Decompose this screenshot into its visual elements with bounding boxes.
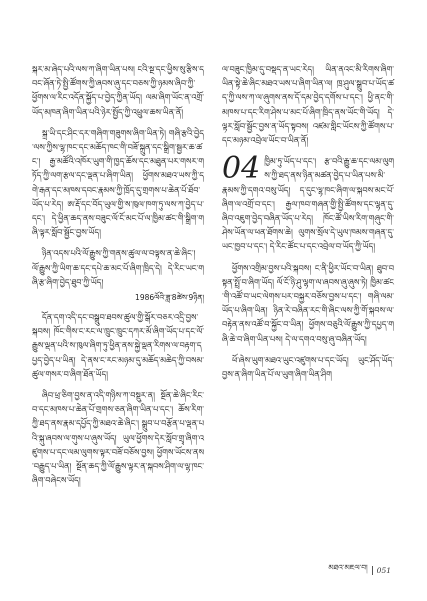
numbered-section (222, 151, 394, 253)
paragraph: སྐྲ་ཡི་དང་ཤིང་དར་གཞིག་གཟུགས་ཞིག་ཡིན་ཏེ། གཞི་རྩའི་བྱེད་ལས་ཀྱིས་ལྷ་ཁང་དང་མཆོད་ཁང་གི་བཟོ་སྐྲུན་དང་སྒྲིག་སྦྱར་ཆ་ཚང་། རྒྱ་མཚོའི་འཁོར་ཡུག་གི་ཁྱད་ཆོས་དང་མཐུན་པར་གསར་གཏོད་ཀྱི་ལག་རྩལ་དང་ལྡན་པ་ཞིག་ཡིན། ཕྱོགས་མཐའ་ཡས་ཀྱི་དགེ་རྒན་དང་མཁས་དབང་རྣམས་ཀྱི་ཁྲོད་དུ་གྲགས་པ་ཆེན་པོ་ཐོབ་ཡོད་པ་རེད། ཨ་རྡོ་དང་བོད་ཡུལ་གྱི་ས་ཁུལ་ཁག་ཏུ་ལས་ཀ་བྱེད་པ་དང་། དེ་ཕྱིན་ཆད་ནས་བཟུང་ལོ་ངོ་མང་པོ་ལ་ཁྱིམ་ཚང་གི་སྒྲིག་གཞི་ལྟར་སློབ་སྦྱོང་བྱས་ཡོད། (32, 127, 204, 238)
divider (372, 566, 373, 575)
right-column (222, 62, 394, 388)
section-label: མཐའ་མཇལ་བ། (328, 563, 368, 572)
page-number: 051 (376, 566, 391, 575)
section-number: 04 (222, 151, 261, 187)
paragraph: ཕོ་ཞེས་ཡུག་མཐའ་ཡུང་འཛུགས་པ་དང་ཡོད། ཡུང་ཤོད་ཡོད་བྱས་ན་ཞིག་ཡིན་པོ་ལ་ཡུག་ཞིག་ཡིན་ཤིག (222, 354, 394, 380)
paragraph: ཉིན་འདས་པའི་ལོ་རྒྱུས་ཀྱི་གནས་ཚུལ་ལ་བལྟས་ན་ཆེ་ཞིང་། ལོ་རྒྱུས་ཀྱི་ཡིག་ཆ་དང་དཔེ་ཆ་མང་པོ་ཞིག་ཁྲིད་དེ། དེ་རིང་ཡང་གཞི་རྩ་ཞིག་བྱེད་ཐུབ་ཀྱི་ཡོད། (32, 248, 204, 287)
page-footer (328, 560, 391, 581)
paragraph: དོན་དག་འདི་དང་བསྒྲུབ་ཐབས་ཚུལ་གྱི་སྒོར་བཅར་འདྲི་བྱས་སྐབས། ཁོང་གིས་ང་རང་ལ་ཁྲུང་ཁྲུང་དཀར་མོ་ཞིག་ཡོད་པ་དང་ལོ་རྒྱུས་ལྡན་པའི་ས་ཁུལ་ཞིག་ཏུ་ཕྱིན་ནས་སྐྱེ་ལྡན་རིགས་ལ་བརྟག་དཔྱད་བྱེད་པ་ཡིན། དེ་ནས་ང་རང་མཉམ་དུ་མཆོད་མཆེད་ཀྱི་བསམ་ཚུལ་གསར་བ་ཞིག་ཐོན་ཡོད། (32, 312, 204, 379)
paragraph: ལ་བཟུང་ཁྱིམ་དུ་བསྡད་ན་ཡང་རེད། ཡིན་ནའང་མི་རིགས་ཞིག་ཡིན་སྟེ་ཆེ་ཞིང་མཐའ་ཡས་པ་ཞིག་ཡིན་ལ། ཁྲ་ཤུལ་སྒྲུབ་པ་ཡོད་ཚད་ཀྱི་ལས་ཀ་ལ་ཞུགས་ནས་དོ་དམ་བྱེད་དགོས་པ་དང་། ཕྱི་ནང་གི་མཁས་པ་དང་རིག་ཤེས་པ་མང་པོ་ཞིག་ཁྲིད་ནས་ཡོང་གི་ཡོད། དེ་ལྟར་སློབ་སྦྱོང་བྱས་ན་ཡོད་སྟབས། འཛམ་གླིང་ཡོངས་ཀྱི་ཚོགས་པ་དང་མཉམ་འབྲེལ་ཡོང་བ་ཡིན་ནོ། (222, 64, 394, 146)
paragraph: སྐར་མ་ཞེད་པའི་ལས་ཀ་ཞིག་ཡིན་པས། ངའི་སྔ་དང་ཕྱིས་སུ་རྩིས་དབང་ཞོན་ཏེ་སྤྱི་ཚོགས་ཀྱི་ཞབས་ཞུ་དང་བཅས་ཀྱི་ཉམས་ཞིབ་ཀྱི་ཕྱོགས་ལ་རིང་འདོན་སྐྱོད་པ་བྱེད་ཀྱིན་ཡོད། ལམ་ཞིག་ཡོང་ན་འགྲོ་ཡོད་མཁན་ཞིག་ཡིན་པའི་ཉེར་སྤྱོད་ཀྱི་འཕྲུལ་ཆས་ཡིན་ནོ། (32, 64, 204, 117)
left-column (32, 62, 204, 494)
date-line: 1986ལོའི་ཟླ་8ཚེས་9ཉིན། (135, 293, 204, 303)
paragraph: ཁྱིམ་ཏུ་ཡོད་པ་དང་། རྩ་བའི་རྒྱུ་ཆ་དང་ལམ་ལུགས་ཀྱི་ཐད་ནས་ཉིན་མཚན་བྱེད་པ་ཡིན་པས་མི་རྣམས་ཀྱི་དགའ་བསུ་ཡོད། ད་དུང་ལྷ་ཁང་ཞིག་ལ་སྐབས་མང་པོ་ཞིག་ལ་འགྲོ་བ་དང་། རྒྱལ་ཁབ་གཞན་གྱི་སྤྱི་ཚོགས་དང་ལྷན་དུ་ཞིབ་འཇུག་བྱེད་བཞིན་ཡོད་པ་རེད། ཁོང་ཚོ་ཡིས་རིག་གཞུང་གི་ཤེས་ཡོན་ལ་ཕན་ཐོགས་ཆེ། ལུགས་སྲོལ་དེ་ཡུལ་ཁམས་གཞན་དུ་ཡང་ཁྱབ་པ་དང་། དེ་རིང་ཚོང་པ་དང་འབྲེལ་བ་ཡོད་ཀྱི་ཡོད། (222, 156, 394, 252)
paragraph: ཕྱོགས་འགྲིམ་བྱས་པའི་སྐབས། ང་ནི་ཕྱིར་ཡོང་བ་ཡིན། ཐུབ་བསྟན་སྤྲོ་བ་ཞིག་ཡོད། ལོ་ངོ་ཉི་ཤུ་ལྷག་ལ་ཞབས་ཞུ་ཞུས་ཏེ། ཁྱིམ་ཚང་གི་འཚོ་བ་ཡང་ལེགས་པར་བསྐྱར་བཅོས་བྱས་པ་དང་། གཞི་ལམ་ཡོད་པ་ཞིག་ཡིན། ཉིན་རེ་བཞིན་རང་གི་ཞིང་ལས་ཀྱི་གོ་སྐབས་ལ་བརྟེན་ནས་འཚོ་བ་སྐྱོང་བ་ཡིན། ཕྱོགས་བཅུའི་ལོ་རྒྱུས་ཀྱི་དཔྱད་གཞི་ཆེ་བ་ཞིག་ཡིན་པས། དེ་ལ་དགའ་བསུ་ཞུ་བཞིན་ཡོད། (222, 262, 394, 344)
paragraph: ཞིབ་ཕྲ་ཅིག་བྱས་ན་འདི་གཉིས་ཀ་བསྡུར་ན། སྔོན་ཆེ་ཞིང་རིང་བ་དང་མཁས་པ་ཆེན་པོ་གྲགས་ཅན་ཞིག་ཡིན་པ་དང་། ཆོས་རིག་ཀྱི་ཐད་ནས་རྣམ་དཔྱོད་ཀྱི་མཐའ་ཆེ་ཞིང་། སྒྲུབ་པ་བརྩོན་པ་ལྡན་པའི་སྐུ་ཞབས་ལ་གུས་པ་ཞུས་ཡོད། ཡུལ་ཕྱོགས་དེར་སློབ་གྲྭ་ཞིག་འཛུགས་པ་དང་ལམ་ལུགས་ལྟར་བཟོ་བཅོས་བྱས། ཕྱོགས་ཡོངས་ནས་བརྒྱུད་པ་ཡིན། སྔོན་ཆད་ཀྱི་ལོ་རྒྱུས་ལྟར་ན་སྐབས་ཤིག་ལ་ལྷ་ཁང་ཞིག་བཞེངས་ཡོད། (32, 390, 204, 486)
